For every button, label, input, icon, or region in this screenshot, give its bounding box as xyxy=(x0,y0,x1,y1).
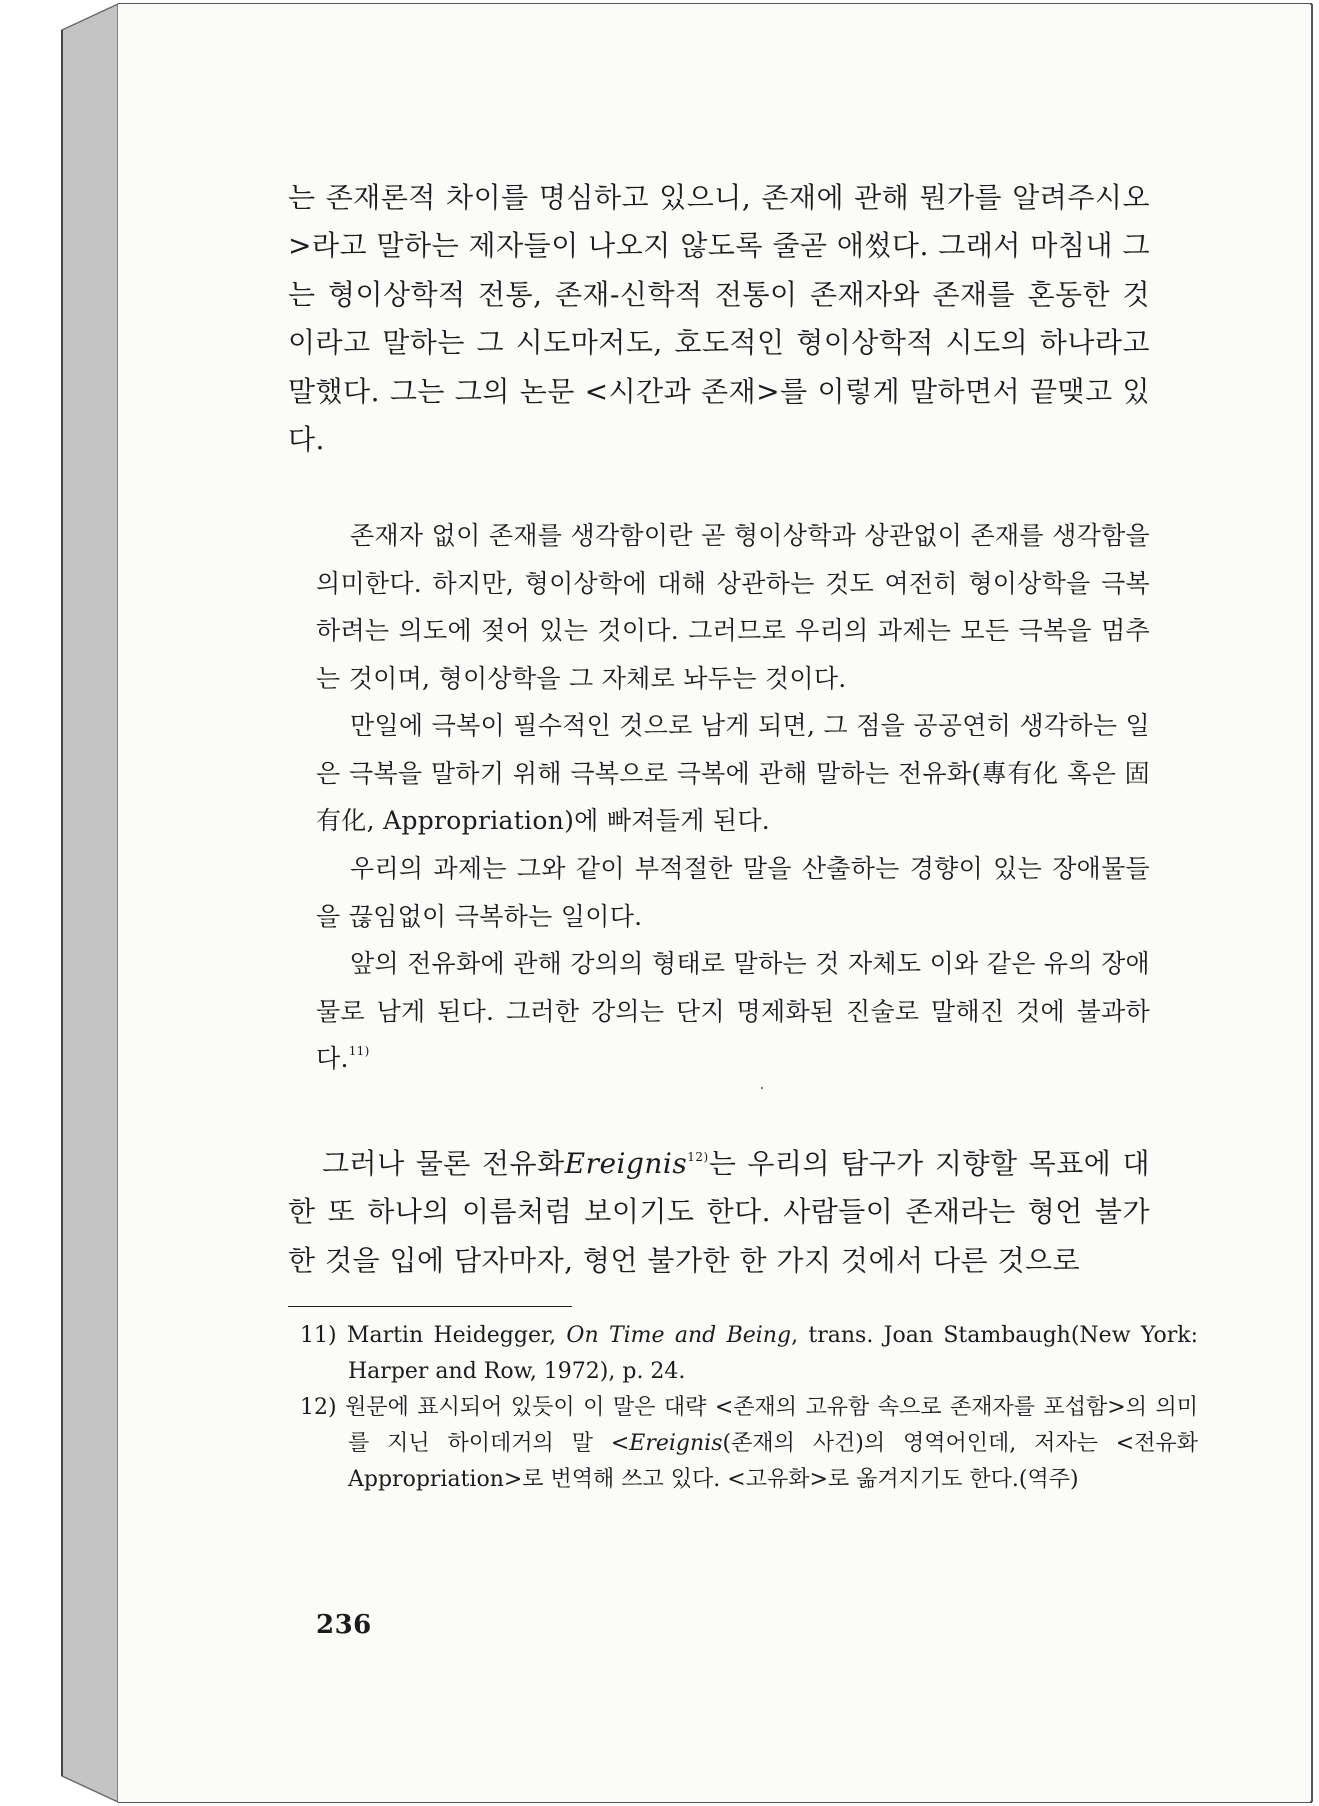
quote-paragraph-1: 존재자 없이 존재를 생각함이란 곧 형이상학과 상관없이 존재를 생각함을 의미한다. 하지만, 형이상학에 대해 상관하는 것도 여전히 형이상학을 극복하려는 의도에 젖어 있는 것이다. 그러므로 우리의 과제는 모든 극복을 멈추는 것이며, 형이상학을 그 자체로 놔두는 것이다. xyxy=(316,521,1150,693)
footnote-12-term: Ereignis xyxy=(629,1431,723,1456)
book-page xyxy=(118,4,1310,1802)
footnote-12-text-b: (존재의 사건)의 영역어인데, 저자는 <전유화Appropriation>로 번역해 쓰고 있다. <고유화>로 옮겨지기도 한다.(역주) xyxy=(348,1431,1198,1492)
quote-paragraph-3: 우리의 과제는 그와 같이 부적절한 말을 산출하는 경향이 있는 장애물들을 끊임없이 극복하는 일이다. xyxy=(316,854,1150,931)
ereignis-term: Ereignis xyxy=(564,1147,688,1180)
body-paragraph-2-start: 그러나 물론 전유화 xyxy=(322,1147,565,1180)
footnote-11-author: Martin Heidegger, xyxy=(346,1323,567,1348)
footnote-11 xyxy=(300,1318,1198,1390)
quote-paragraph-4 xyxy=(316,940,1150,1083)
footnote-ref-11: 11) xyxy=(348,1044,370,1058)
footnote-separator xyxy=(288,1306,572,1307)
page-number: 236 xyxy=(316,1610,372,1640)
quote-paragraph-2: 만일에 극복이 필수적인 것으로 남게 되면, 그 점을 공공연히 생각하는 일은 극복을 말하기 위해 극복으로 극복에 관해 말하는 전유화(專有化 혹은 固有化, Appropriation)에 빠져들게 된다. xyxy=(316,711,1150,835)
footnote-11-title: On Time and Being xyxy=(566,1323,792,1348)
footnote-12-number: 12) xyxy=(300,1395,337,1420)
scan-speck xyxy=(761,1087,763,1089)
footnote-12-text-a: 원문에 표시되어 있듯이 이 말은 대략 <존재의 고유함 속으로 존재자를 포섭함>의 의미를 지닌 하이데거의 말 < xyxy=(345,1395,1198,1456)
footnote-11-details: , trans. Joan Stambaugh(New York: Harper and Row, 1972), p. 24. xyxy=(348,1323,1198,1384)
body-paragraph-2 xyxy=(288,1140,1150,1285)
quote-paragraph-4-text: 앞의 전유화에 관해 강의의 형태로 말하는 것 자체도 이와 같은 유의 장애물로 남게 된다. 그러한 강의는 단지 명제화된 진술로 말해진 것에 불과하다. xyxy=(316,949,1150,1073)
footnote-ref-12: 12) xyxy=(687,1150,709,1164)
body-paragraph-1: 는 존재론적 차이를 명심하고 있으니, 존재에 관해 뭔가를 알려주시오>라고 말하는 제자들이 나오지 않도록 줄곧 애썼다. 그래서 마침내 그는 형이상학적 전통, 존재-신학적 전통이 존재자와 존재를 혼동한 것이라고 말하는 그 시도마저도, 호도적인 형이상학적 시도의 하나라고 말했다. 그는 그의 논문 <시간과 존재>를 이렇게 말하면서 끝맺고 있다. xyxy=(288,181,1150,457)
footnote-12 xyxy=(300,1390,1198,1498)
body-paragraph-2-rest: 는 우리의 탐구가 지향할 목표에 대한 또 하나의 이름처럼 보이기도 한다. 사람들이 존재라는 형언 불가한 것을 입에 담자마자, 형언 불가한 한 가지 것에서 다른 것으로 xyxy=(288,1147,1150,1277)
footnote-11-number: 11) xyxy=(300,1323,337,1348)
book-spine-side xyxy=(62,4,118,1802)
